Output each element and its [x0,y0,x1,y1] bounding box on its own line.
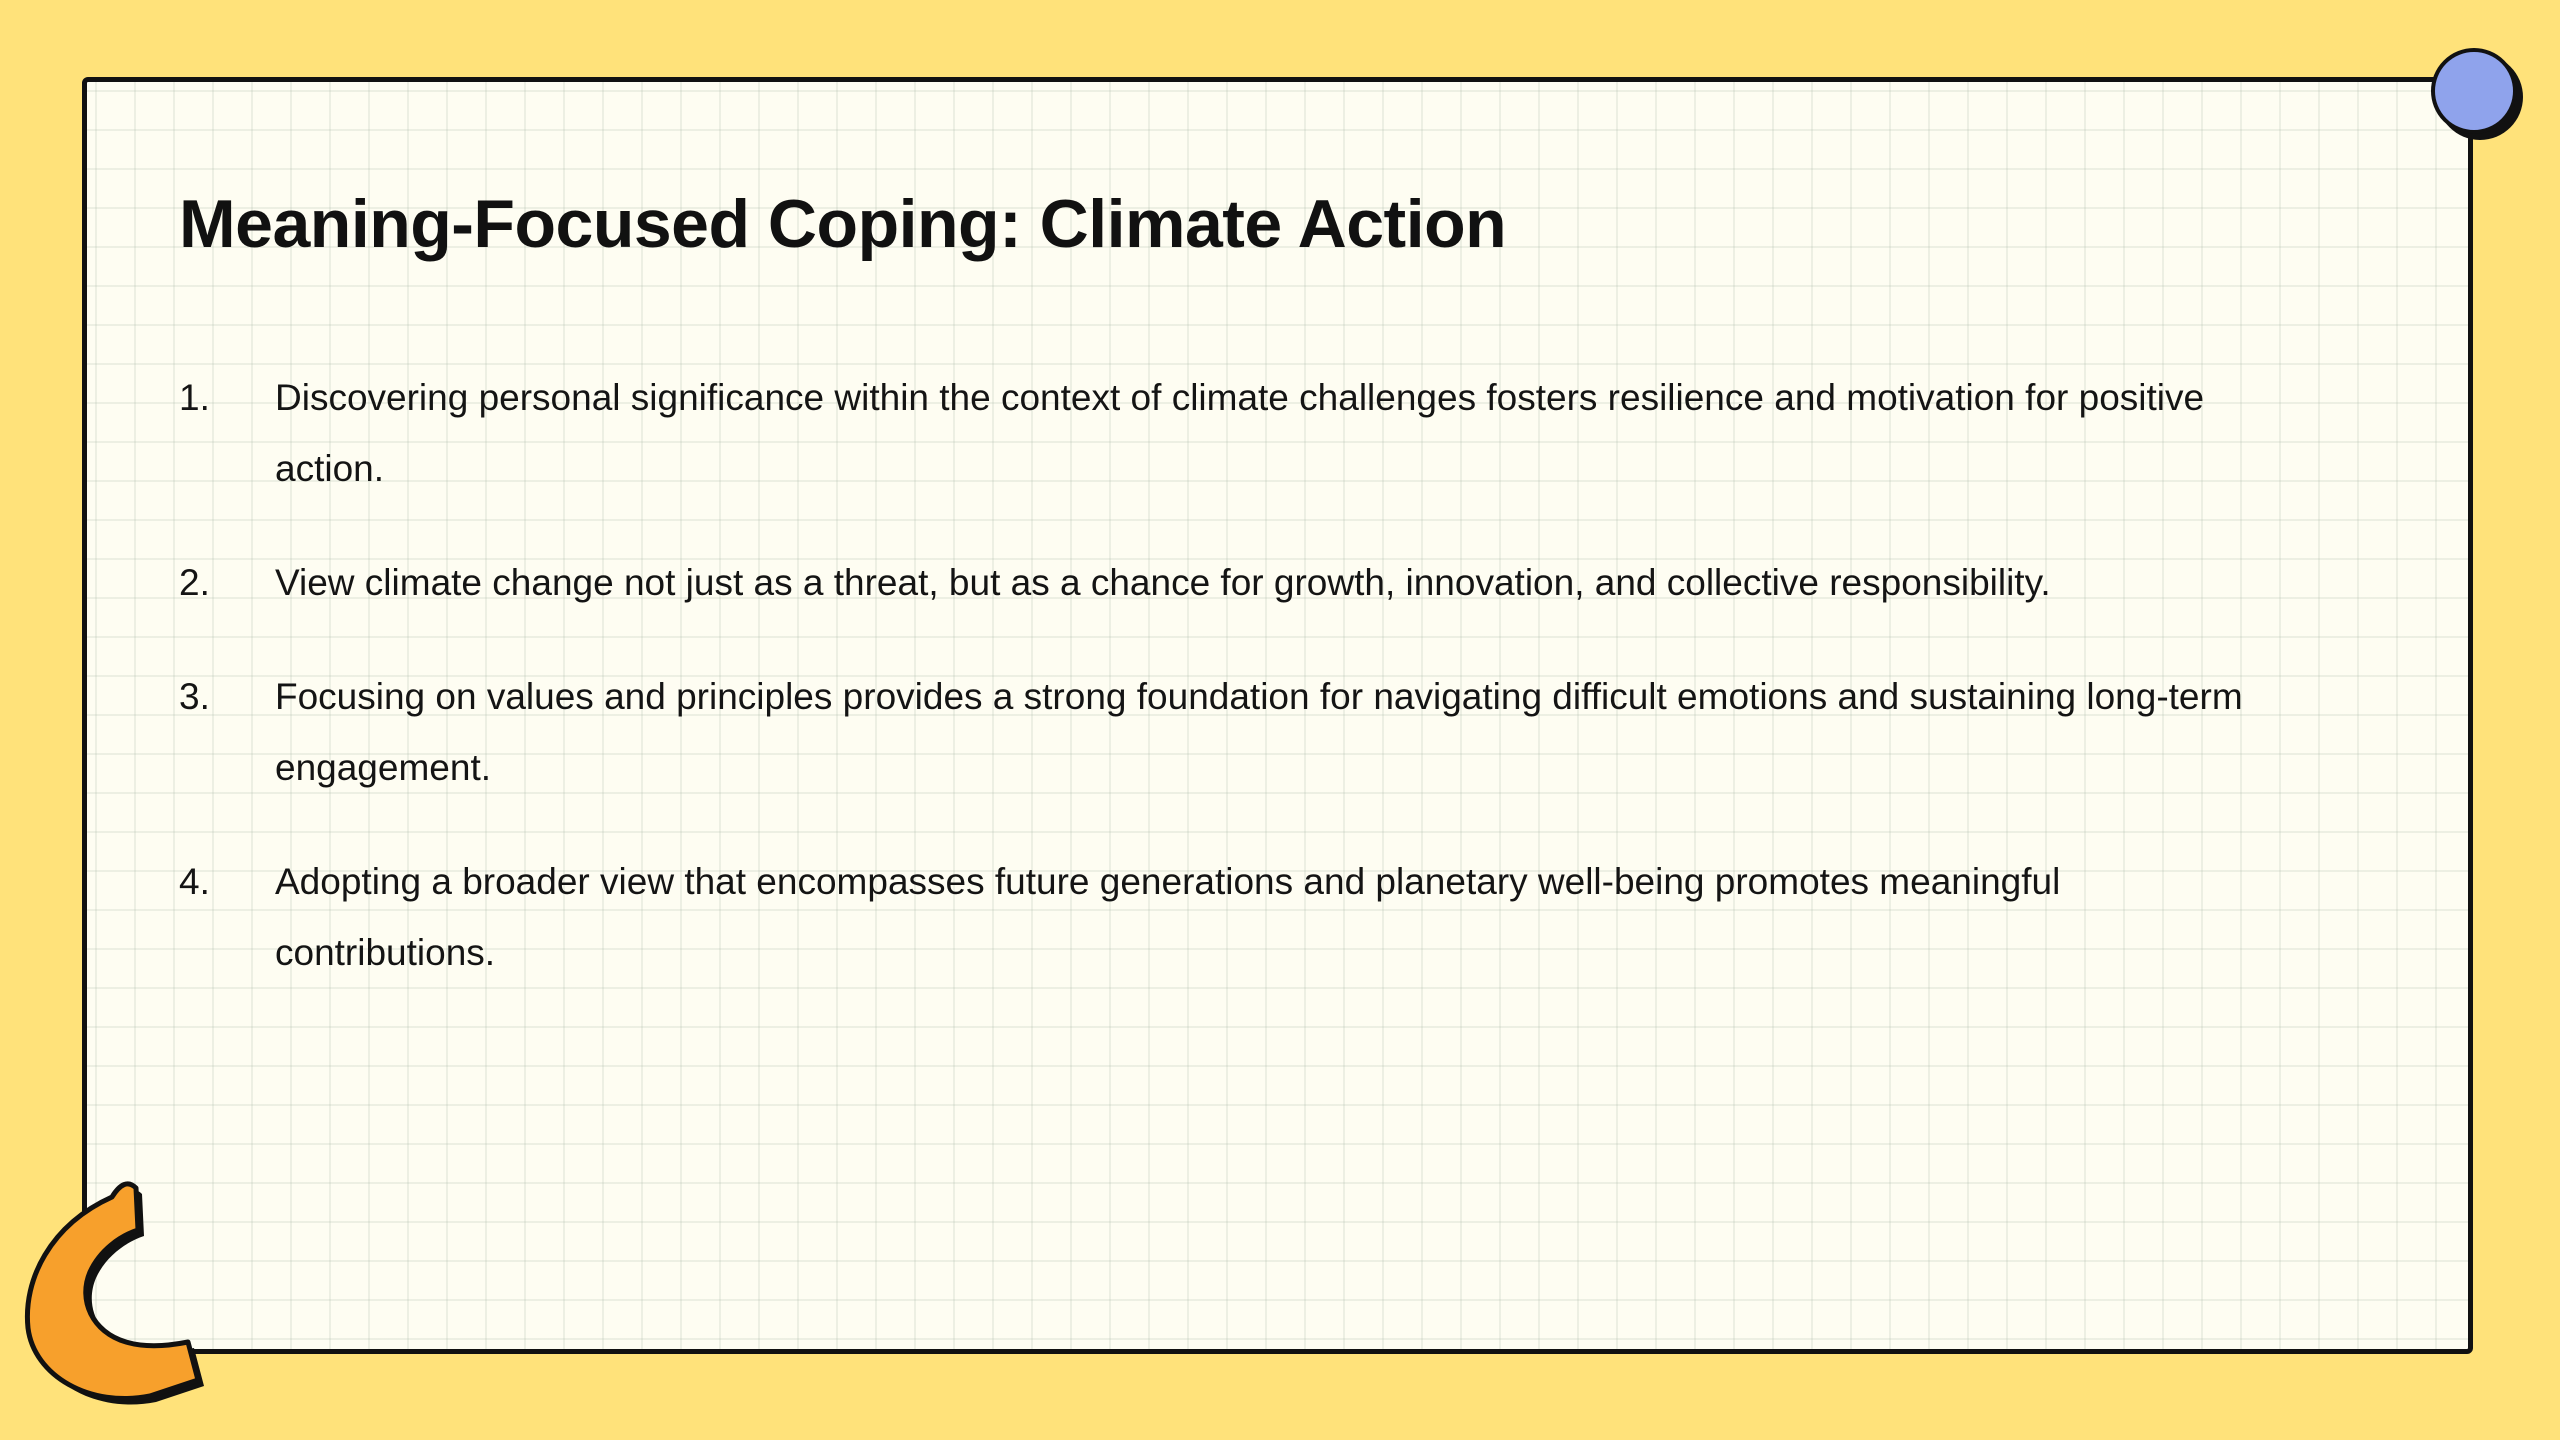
list-item-text: Adopting a broader view that encompasses future generations and planetary well-being promotes meaningful contributions. [275,861,2061,973]
list-item-number: 2. [179,562,210,603]
list-item [179,362,2289,504]
list-item [179,846,2289,988]
list-item-text: View climate change not just as a threat, but as a chance for growth, innovation, and collective responsibility. [275,562,2051,603]
list-item-text: Discovering personal significance within the context of climate challenges fosters resilience and motivation for positive action. [275,377,2205,489]
list-item-number: 4. [179,861,210,902]
orange-arc-decoration [20,1170,210,1410]
list-item-number: 3. [179,676,210,717]
list-item-number: 1. [179,377,210,418]
blue-circle-decoration [2431,48,2517,134]
list-item-text: Focusing on values and principles provides a strong foundation for navigating difficult emotions and sustaining long-term engagement. [275,676,2243,788]
list-item [179,661,2289,803]
bullet-list [179,362,2289,1031]
list-item [179,547,2289,618]
slide-title: Meaning-Focused Coping: Climate Action [179,186,1507,262]
